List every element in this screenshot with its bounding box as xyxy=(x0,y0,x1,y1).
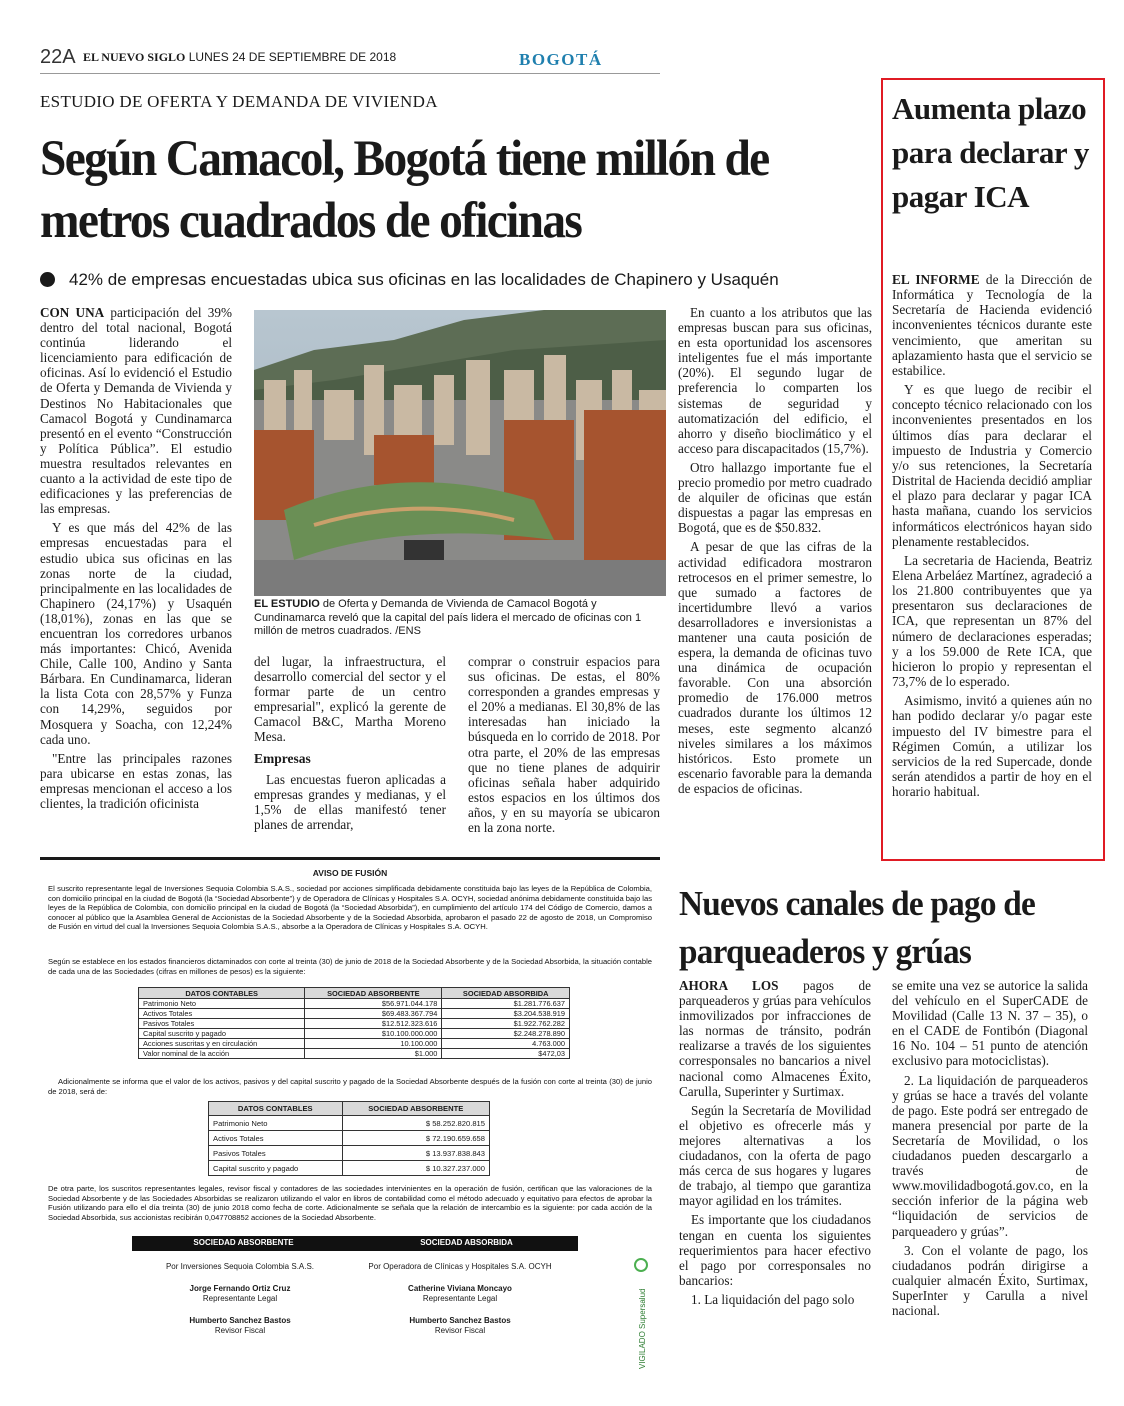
row-value: $1.922.762.282 xyxy=(442,1019,570,1029)
paragraph: Otro hallazgo importante fue el precio promedio por metro cuadrado de alquiler de oficinas que están dispuestas a pagar las empresas en Bogotá, que es de $50.832. xyxy=(678,459,872,536)
row-label: Capital suscrito y pagado xyxy=(139,1029,305,1039)
second-column-2 xyxy=(892,978,1088,1322)
row-value: $ 72.190.659.658 xyxy=(342,1131,489,1146)
row-label: Patrimonio Neto xyxy=(139,999,305,1009)
article-headline: Según Camacol, Bogotá tiene millón de metros cuadrados de oficinas xyxy=(40,131,769,249)
row-label: Capital suscrito y pagado xyxy=(209,1161,343,1176)
row-value: $3.204.538.919 xyxy=(442,1009,570,1019)
paragraph: Y es que luego de recibir el concepto técnico relacionado con los inconvenientes presentados en los últimos días para declarar el impuesto de Industria y Comercio y/o sus retenciones, la Secretaría Distrital de Hacienda decidió ampliar el plazo para declarar y pagar ICA hasta mañana, cuando los servicios informáticos electrónicos hayan sido plenamente restablecidos. xyxy=(892,382,1092,549)
paragraph: Y es que más del 42% de las empresas encuestadas para el estudio ubica sus oficinas en las zonas norte de la ciudad, principalmente en las localidades de Chapinero (24,17%) y Usaquén (18,01%), zonas en las que se encuentran los corredores urbanos más importantes: Chicó, Avenida Chile, Calle 100, Andino y Santa Bárbara. En Cundinamarca, lideran la lista Cota con 28,57% y Funza con 14,29%, seguidos por Mosquera y Soacha, con 12,24% cada uno. xyxy=(40,520,232,747)
supersalud-icon xyxy=(628,1255,654,1373)
paragraph: Según la Secretaría de Movilidad el objetivo es ofrecerle más y mejores alternativas a los ciudadanos, con la oferta de pago más cerca de sus hogares y lugares de trabajo, al tiempo que garantiza mayor agilidad en los trámites. xyxy=(679,1102,871,1209)
main-column-1 xyxy=(40,305,232,815)
section-label: BOGOTÁ xyxy=(519,50,603,69)
photo-caption xyxy=(254,598,666,639)
table1-header: DATOS CONTABLES xyxy=(139,988,305,999)
right-signer-2: Humberto Sanchez Bastos xyxy=(409,1316,511,1325)
left-signer-2-role: Revisor Fiscal xyxy=(214,1326,266,1335)
table2-header: SOCIEDAD ABSORBENTE xyxy=(342,1102,489,1116)
table-row xyxy=(139,1029,570,1039)
right-signer-2-role: Revisor Fiscal xyxy=(434,1326,486,1335)
page-header xyxy=(40,46,396,69)
row-value: $ 10.327.237.000 xyxy=(342,1161,489,1176)
table-row xyxy=(209,1131,490,1146)
table-row xyxy=(139,1009,570,1019)
supersalud-logo xyxy=(628,1255,654,1373)
paragraph: Las encuestas fueron aplicadas a empresas grandes y medianas, y el 1,5% de ellas manifestó tener planes de arrendar, xyxy=(254,771,446,832)
left-signer-1: Jorge Fernando Ortiz Cruz xyxy=(189,1284,291,1293)
paragraph: La secretaria de Hacienda, Beatriz Elena Arbeláez Martínez, agradeció a los 21.800 contribuyentes que ya presentaron sus declaraciones de ICA, que representan un 87% del número de declaraciones esperadas; y a los 59.000 de Rete ICA, que hicieron lo propio y representan el 73,7% de lo esperado. xyxy=(892,552,1092,690)
absorbed-company-heading: SOCIEDAD ABSORBIDA xyxy=(420,1238,513,1247)
table-row xyxy=(209,1146,490,1161)
paragraph: "Entre las principales razones para ubicarse en estas zonas, las empresas mencionan el acceso a los clientes, la tradición oficinista xyxy=(40,750,232,811)
bullet-icon xyxy=(40,272,55,287)
subhead-text: 42% de empresas encuestadas ubica sus oficinas en las localidades de Chapinero y Usaquén xyxy=(69,270,779,289)
row-value: $69.483.367.794 xyxy=(305,1009,442,1019)
table-row xyxy=(139,1049,570,1059)
paragraph: A pesar de que las cifras de la actividad edificadora mostraron retrocesos en el primer semestre, lo que sumado a factores de incertidumbre llevó a varios desarrolladores e inversionistas a mantener una cauta posición de espera, la demanda de oficinas tuvo una dinámica de ocupación favorable. Con una absorción promedio de 176.000 metros cuadrados durante los últimos 12 meses, este segmento alcanzó niveles similares a los máximos históricos. Esto promete un escenario favorable para la demanda de espacios de oficinas. xyxy=(678,539,872,796)
table1-header: SOCIEDAD ABSORBENTE xyxy=(305,988,442,999)
paragraph: CON UNA participación del 39% dentro del total nacional, Bogotá continúa liderando el licenciamiento para edificación de oficinas. Así lo evidenció el Estudio de Oferta y Demanda de Vivienda y Destinos No Habitacionales que Camacol Bogotá y Cundinamarca presentó en el evento “Construcción y Política Pública”. El estudio muestra resultados relevantes en cuanto a la actividad de este tipo de edificaciones y las preferencias de las empresas. xyxy=(40,305,232,517)
left-signer-1-role: Representante Legal xyxy=(202,1294,278,1303)
row-value: $1.281.776.637 xyxy=(442,999,570,1009)
row-label: Acciones suscritas y en circulación xyxy=(139,1039,305,1049)
paragraph: 3. Con el volante de pago, los ciudadanos podrán dirigirse a cualquier almacén Éxito, Surtimax, SuperInter y Carulla a nivel nacional. xyxy=(892,1242,1088,1318)
paragraph: del lugar, la infraestructura, el desarrollo comercial del sector y el formar parte de un centro empresarial", explicó la gerente de Camacol B&C, Martha Moreno Mesa. xyxy=(254,654,446,745)
paragraph: Es importante que los ciudadanos tengan en cuenta los siguientes requerimientos para hacer efectivo el pago por corresponsales no bancarios: xyxy=(679,1212,871,1288)
main-column-4 xyxy=(678,305,872,800)
caption-lead: EL ESTUDIO xyxy=(254,598,320,610)
paragraph: En cuanto a los atributos que las empresas buscan para sus oficinas, en esta oportunidad los ascensores inteligentes fue el más importante (20%). El segundo lugar de preferencia lo comparten los sistemas de seguridad y automatización del edificio, el ahorro y diseño bioclimático y el acceso para discapacitados (15,7%). xyxy=(678,305,872,456)
row-value: $10.100.000.000 xyxy=(305,1029,442,1039)
ad-title: AVISO DE FUSIÓN xyxy=(312,868,388,878)
table-row xyxy=(139,1039,570,1049)
caption-text: de Oferta y Demanda de Vivienda de Camacol Bogotá y Cundinamarca reveló que la capital del país lidera el mercado de oficinas con 1 millón de metros cuadrados. /ENS xyxy=(254,598,642,637)
row-value: $ 13.937.838.843 xyxy=(342,1146,489,1161)
table2-header: DATOS CONTABLES xyxy=(209,1102,343,1116)
second-headline: Nuevos canales de pago de parqueaderos y grúas xyxy=(679,884,1036,971)
header-rule xyxy=(40,73,660,74)
row-value: $472,03 xyxy=(442,1049,570,1059)
row-value: 10.100.000 xyxy=(305,1039,442,1049)
table-row xyxy=(209,1161,490,1176)
signature-header-bar xyxy=(132,1236,578,1251)
box-column xyxy=(892,272,1092,803)
row-value: $ 58.252.820.815 xyxy=(342,1116,489,1131)
row-value: $12.512.323.616 xyxy=(305,1019,442,1029)
left-company: Por Inversiones Sequoia Colombia S.A.S. xyxy=(165,1262,315,1271)
table1-header: SOCIEDAD ABSORBIDA xyxy=(442,988,570,999)
box-headline: Aumenta plazo para declarar y pagar ICA xyxy=(892,91,1089,214)
row-label: Pasivos Totales xyxy=(139,1019,305,1029)
paragraph: comprar o construir espacios para sus oficinas. De estas, el 80% corresponden a grandes empresas y el 20% a medianas. El 30,8% de las interesadas han iniciado la búsqueda en lo corrido de 2018. Por otra parte, el 20% de las empresas que no tiene planes de adquirir oficinas señala haber adquirido estos espacios en los últimos dos años, y en su mayoría se ubicaron en la zona norte. xyxy=(468,654,660,836)
paragraph: AHORA LOS pagos de parqueaderos y grúas para vehículos inmovilizados por infracciones de las normas de tránsito, podrán realizarse a través de los siguientes corresponsales no bancarios a nivel nacional como Almacenes Éxito, Carulla, Superinter y Surtimax. xyxy=(679,978,872,1099)
row-label: Activos Totales xyxy=(139,1009,305,1019)
paragraph: EL INFORME de la Dirección de Informática y Tecnología de la Secretaría de Hacienda evidenció inconvenientes técnicos durante este vencimiento, que ameritan su aplazamiento hasta que el servicio se estabilice. xyxy=(892,272,1092,378)
accounting-table-1 xyxy=(138,987,570,1059)
paragraph: Asimismo, invitó a quienes aún no han podido declarar y/o pagar este impuesto del IV bimestre para el Régimen Común, a utilizar los servicios de la red Supercade, donde serán atendidos a partir de hoy en el horario habitual. xyxy=(892,693,1092,800)
row-value: $2.248.278.890 xyxy=(442,1029,570,1039)
right-signer-1-role: Representante Legal xyxy=(422,1294,498,1303)
supersalud-text: VIGILADO Supersalud xyxy=(638,1288,647,1369)
main-column-3 xyxy=(468,654,660,839)
ad-paragraph-3: Adicionalmente se informa que el valor de los activos, pasivos y del capital suscrito y pagado de la Sociedad Absorbente después de la fusión con corte al treinta (30) de junio de 2018, será de: xyxy=(48,1077,652,1096)
row-label: Patrimonio Neto xyxy=(209,1116,343,1131)
article-subhead xyxy=(40,270,779,290)
paragraph: 2. La liquidación de parqueaderos y grúas se hace a través del volante de pago. Este podrá ser entregado de manera presencial por parte de la Secretaría de Movilidad, o los ciudadanos pueden descargarlo a través de www.movilidadbogotá.gov.co, en la sección inferior de la página web “liquidación de servicios de parqueadero y grúas”. xyxy=(892,1072,1088,1239)
row-label: Pasivos Totales xyxy=(209,1146,343,1161)
lead-in: EL INFORME xyxy=(892,272,980,287)
row-label: Valor nominal de la acción xyxy=(139,1049,305,1059)
city-photo xyxy=(254,310,666,596)
table-row xyxy=(139,1019,570,1029)
left-signatures xyxy=(120,1262,360,1336)
accounting-table-2 xyxy=(208,1101,490,1176)
left-signer-2: Humberto Sanchez Bastos xyxy=(189,1316,291,1325)
right-company: Por Operadora de Clínicas y Hospitales S.A. OCYH xyxy=(368,1262,552,1271)
right-signatures xyxy=(340,1262,580,1336)
table-row xyxy=(209,1116,490,1131)
ad-paragraph-4: De otra parte, los suscritos representantes legales, revisor fiscal y contadores de las sociedades intervinientes en la operación de fusión, certifican que las valoraciones de la Sociedad Absorbente y de las Sociedades Absorbidas se realizaron utilizando el valor en libros de contabilidad como el método adecuado y equitativo para efectos de aprobar la Fusión utilizando para ello el día treinta (30) de junio 2018 como fecha de corte. Adicionalmente se señala que la relación de intercambio es la siguiente: por cada acción de la Sociedad Absorbida, sus accionistas recibirán 0,047708852 acciones de la Sociedad Absorbente. xyxy=(48,1184,652,1222)
row-value: $1.000 xyxy=(305,1049,442,1059)
table-row xyxy=(139,999,570,1009)
page-number: 22A xyxy=(40,46,76,68)
second-column-1 xyxy=(679,978,871,1311)
ad-paragraph-1: El suscrito representante legal de Inversiones Sequoia Colombia S.A.S., sociedad por acciones simplificada debidamente constituida bajo las leyes de la República de Colombia, con domicilio principal en la ciudad de Bogotá (la “Sociedad Absorbente”) y de Operadora de Clínicas y Hospitales S.A. OCYH, sociedad anónima debidamente constituida bajo las leyes de la República de Colombia, con domicilio principal en la ciudad de Bogotá (la “Sociedad Absorbida”), en cumplimiento del artículo 174 del Código de Comercio, damos a conocer al público que la Asamblea General de Accionistas de la Sociedad Absorbente y de la Sociedad Absorbida, aprobaron el pasado 22 de agosto de 2018, un Compromiso de Fusión en virtud del cual la Inversiones Sequoia Colombia S.A.S., absorbe a la Operadora de Clínicas y Hospitales S.A. OCYH. xyxy=(48,884,652,932)
absorbing-company-heading: SOCIEDAD ABSORBENTE xyxy=(193,1238,294,1247)
main-column-2 xyxy=(254,654,446,836)
lead-in: AHORA LOS xyxy=(679,978,779,993)
right-signer-1: Catherine Viviana Moncayo xyxy=(408,1284,512,1293)
row-value: $56.971.044.178 xyxy=(305,999,442,1009)
ad-paragraph-2: Según se establece en los estados financieros dictaminados con corte al treinta (30) de junio de 2018 de la Sociedad Absorbente y de la Sociedad Absorbida, la situación contable de cada una de las Sociedades (cifras en millones de pesos) es la siguiente: xyxy=(48,957,652,976)
row-value: 4.763.000 xyxy=(442,1039,570,1049)
issue-date: LUNES 24 DE SEPTIEMBRE DE 2018 xyxy=(188,50,397,64)
article-kicker: ESTUDIO DE OFERTA Y DEMANDA DE VIVIENDA xyxy=(40,92,438,111)
row-label: Activos Totales xyxy=(209,1131,343,1146)
paragraph: 1. La liquidación del pago solo xyxy=(691,1291,855,1307)
newspaper-name: EL NUEVO SIGLO xyxy=(82,50,186,64)
column-subhead: Empresas xyxy=(254,750,311,766)
paragraph: se emite una vez se autorice la salida del vehículo en el SuperCADE de Movilidad (Calle 13 N. 37 – 35), o en el CADE de Fontibón (Diagonal 16 No. 104 – 51 punto de atención exclusivo para motociclistas). xyxy=(892,978,1088,1069)
lead-in: CON UNA xyxy=(40,305,105,320)
city-photo-image xyxy=(254,310,666,596)
